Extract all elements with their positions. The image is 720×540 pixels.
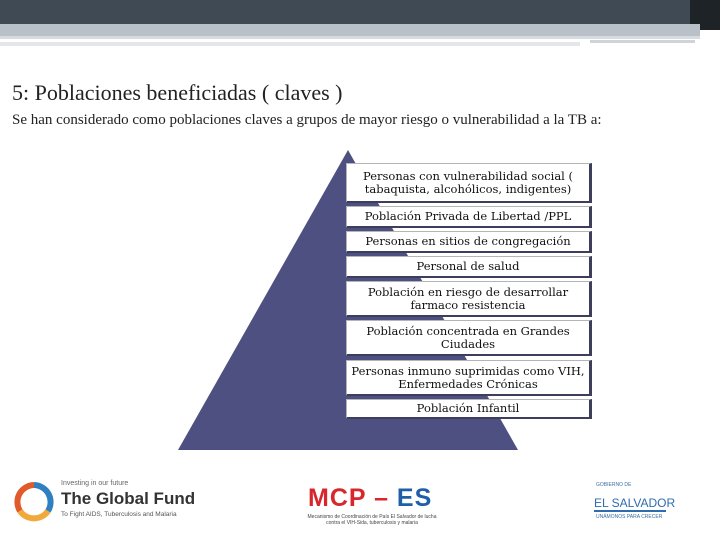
global-fund-tagline: To Fight AIDS, Tuberculosis and Malaria	[61, 511, 177, 518]
top-stripe-light	[0, 42, 580, 46]
mcp-es-logo	[302, 484, 442, 534]
slide-subtitle: Se han considerado como poblaciones claves a grupos de mayor riesgo o vulnerabilidad a la TB a:	[12, 112, 602, 128]
pyramid-item-ppl: Población Privada de Libertad /PPL	[346, 206, 592, 228]
el-salvador-top-text: GOBIERNO DE	[596, 482, 632, 488]
top-banner	[0, 0, 720, 24]
pyramid-item-personal-salud: Personal de salud	[346, 256, 592, 278]
global-fund-emblem-icon	[14, 482, 54, 522]
el-salvador-logo	[592, 480, 676, 528]
mcp-text: MCP	[308, 484, 367, 512]
el-salvador-divider	[594, 510, 666, 512]
el-salvador-slogan: UNÁMONOS PARA CRECER	[596, 514, 663, 520]
el-salvador-name: EL SALVADOR	[594, 496, 676, 510]
global-fund-motto: Investing in our future	[61, 480, 129, 487]
pyramid-item-ciudades: Población concentrada en Grandes Ciudades	[346, 320, 592, 356]
es-text: ES	[396, 484, 433, 512]
pyramid-item-farmaco: Población en riesgo de desarrollar farmaco resistencia	[346, 281, 592, 317]
mcp-separator: –	[374, 484, 389, 512]
top-stripe-short	[590, 40, 695, 43]
mcp-es-wordmark	[308, 484, 432, 513]
top-stripe-thin	[0, 36, 700, 39]
top-stripe	[0, 24, 700, 36]
pyramid-item-social: Personas con vulnerabilidad social ( tabaquista, alcohólicos, indigentes)	[346, 163, 592, 203]
pyramid-item-infantil: Población Infantil	[346, 399, 592, 419]
pyramid-item-congregacion: Personas en sitios de congregación	[346, 231, 592, 253]
mcp-es-subtitle: Mecanismo de Coordinación de País El Salvador de lucha contra el VIH-Sida, tuberculosis y malaria	[307, 514, 437, 526]
slide-title: 5: Poblaciones beneficiadas ( claves )	[12, 80, 343, 105]
global-fund-logo	[14, 478, 214, 528]
global-fund-name: The Global Fund	[61, 489, 196, 508]
pyramid-item-inmuno: Personas inmuno suprimidas como VIH, Enfermedades Crónicas	[346, 360, 592, 396]
